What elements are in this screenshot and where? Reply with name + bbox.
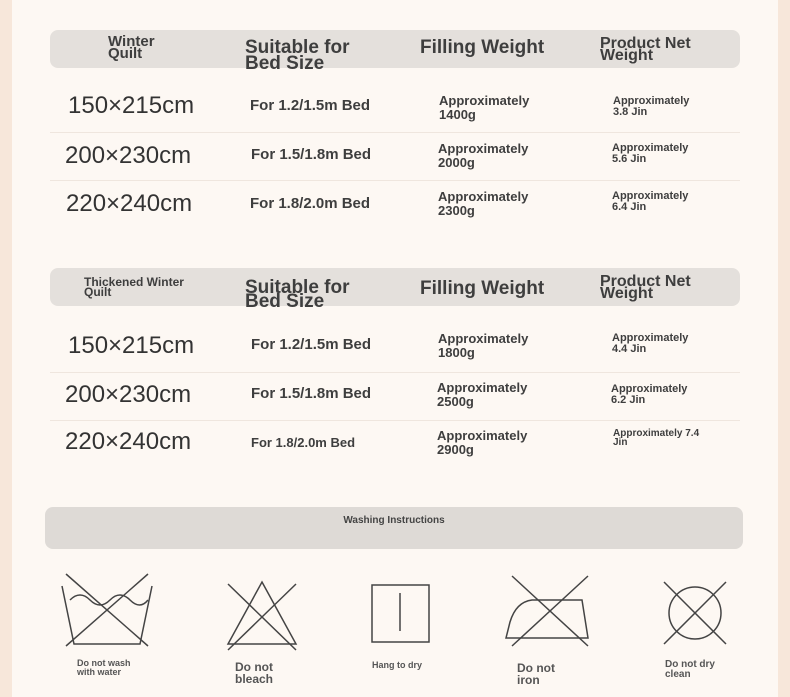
table2-header-net: Product Net Weight [600,273,691,302]
do-not-wash-icon [58,570,156,650]
washing-title: Washing Instructions [343,515,445,526]
table1-row2-net: Approximately 5.6 Jin [612,142,689,165]
row-divider [50,132,740,133]
hang-to-dry-icon [370,583,432,645]
table2-row3-size: 220×240cm [65,428,192,455]
table2-row1-size: 150×215cm [68,332,195,359]
do-not-iron-label: Do not iron [517,661,555,687]
table1-row1-filling: Approximately 1400g [439,93,530,122]
table1-header-bed: Suitable for Bed Size [245,37,350,74]
row-divider [50,180,740,181]
table1-row3-bed: For 1.8/2.0m Bed [250,195,371,212]
table2-row3-bed: For 1.8/2.0m Bed [251,435,356,450]
table2-row2-bed: For 1.5/1.8m Bed [251,385,372,402]
washing-header [45,507,743,549]
table2-row3-filling: Approximately 2900g [437,428,528,457]
do-not-dry-clean-icon [660,578,730,648]
do-not-bleach-label: Do not bleach [235,660,274,686]
table1-header [50,30,740,74]
table2-row2-size: 200×230cm [65,381,192,408]
table1-header-net: Product Net Weight [600,35,691,64]
do-not-dry-clean-label: Do not dry clean [665,659,715,680]
table1-header-filling: Filling Weight [420,37,545,58]
table1-row3-net: Approximately 6.4 Jin [612,190,689,213]
table1-header-quilt: Winter Quilt [108,33,155,62]
table2-header [50,268,740,312]
table2-header-bed: Suitable for Bed Size [245,277,350,312]
do-not-wash-label: Do not wash with water [77,658,131,677]
do-not-bleach-icon [222,578,302,652]
table1-row3-size: 220×240cm [66,190,193,217]
table1-row2-bed: For 1.5/1.8m Bed [251,146,372,163]
hang-to-dry-label: Hang to dry [372,660,423,670]
table1-row2-size: 200×230cm [65,142,192,169]
table2-header-filling: Filling Weight [420,278,545,299]
table1-row1-net: Approximately 3.8 Jin [613,95,690,118]
left-border [0,0,12,697]
row-divider [50,372,740,373]
table2-row1-bed: For 1.2/1.5m Bed [251,336,372,353]
table1-row1-bed: For 1.2/1.5m Bed [250,97,371,114]
table2-row2-filling: Approximately 2500g [437,380,528,409]
table2-row2-net: Approximately 6.2 Jin [611,383,688,406]
table2-header-quilt: Thickened Winter Quilt [84,275,184,299]
table2-row1-filling: Approximately 1800g [438,331,529,360]
right-border [778,0,790,697]
table2-row1-net: Approximately 4.4 Jin [612,332,689,355]
table1-row2-filling: Approximately 2000g [438,141,529,170]
spec-sheet [12,0,778,697]
row-divider [50,420,740,421]
table1-row3-filling: Approximately 2300g [438,189,529,218]
do-not-iron-icon [502,572,592,652]
table2-row3-net: Approximately 7.4 Jin [613,428,700,448]
table1-row1-size: 150×215cm [68,92,195,119]
